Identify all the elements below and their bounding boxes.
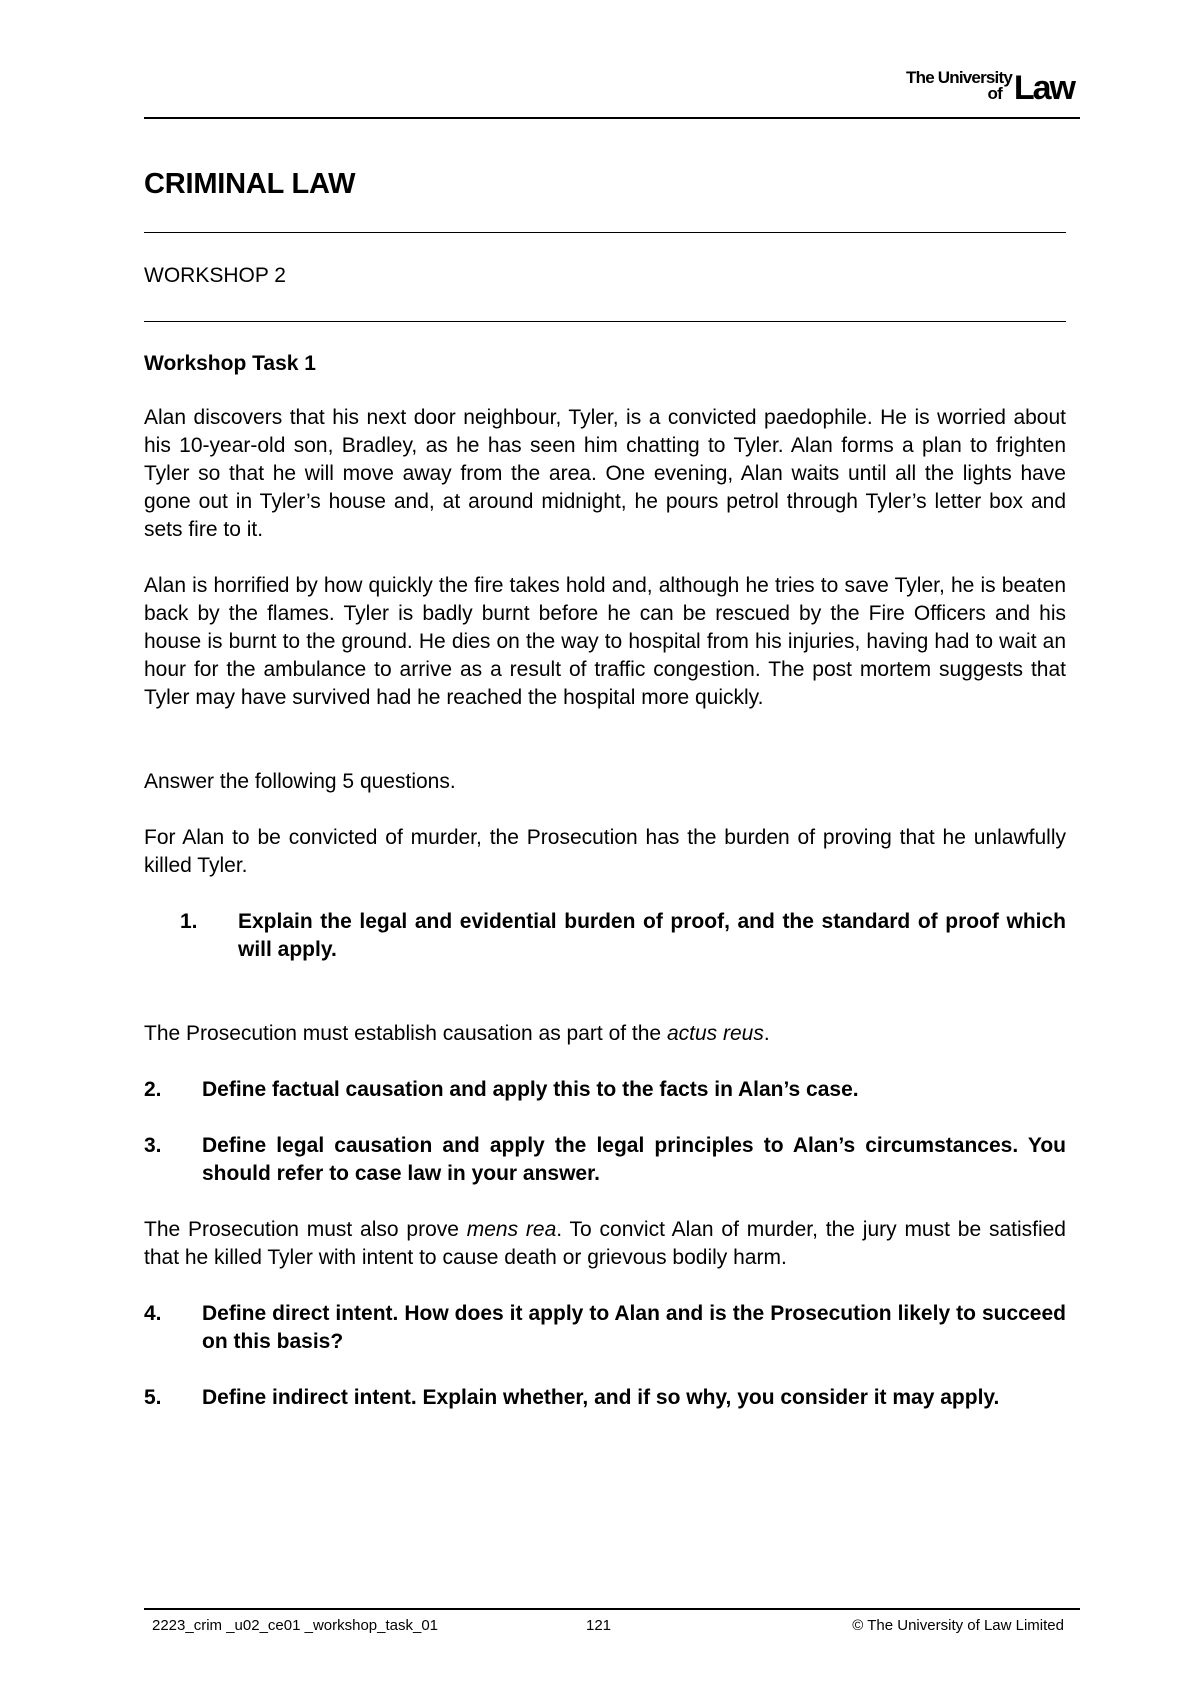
logo-line-3: Law — [1013, 69, 1074, 107]
causation-intro-paragraph: The Prosecution must establish causation as part of the actus reus. — [144, 1022, 770, 1045]
footer-page-number: 121 — [586, 1617, 612, 1634]
footer-rule — [144, 1608, 1080, 1610]
question-text: Define legal causation and apply the legal principles to Alan’s circumstances. You should refer to case law in your answer. — [202, 1134, 1066, 1185]
question-number: 5. — [144, 1386, 162, 1409]
footer-copyright: © The University of Law Limited — [852, 1617, 1064, 1634]
instructions-paragraph: Answer the following 5 questions. — [144, 770, 456, 793]
question-3 — [144, 1132, 1066, 1188]
question-number: 4. — [144, 1302, 162, 1325]
scenario-paragraph-2: Alan is horrified by how quickly the fire takes hold and, although he tries to save Tyler, he is beaten back by the flames. Tyler is badly burnt before he can be rescued by the Fire Officers and his house is burnt to the ground. He dies on the way to hospital from his injuries, having had to wait an hour for the ambulance to arrive as a result of traffic congestion. The post mortem suggests that Tyler may have survived had he reached the hospital more quickly. — [144, 574, 1066, 709]
logo-line-1: The University — [906, 68, 1012, 87]
burden-intro-paragraph: For Alan to be convicted of murder, the Prosecution has the burden of proving that he unlawfully killed Tyler. — [144, 826, 1066, 877]
page-title: CRIMINAL LAW — [144, 168, 356, 200]
question-number: 2. — [144, 1078, 162, 1101]
question-text: Define direct intent. How does it apply to Alan and is the Prosecution likely to succeed on this basis? — [202, 1302, 1066, 1353]
task-title: Workshop Task 1 — [144, 352, 316, 375]
question-2 — [144, 1076, 1066, 1104]
question-text: Define indirect intent. Explain whether, and if so why, you consider it may apply. — [202, 1386, 1000, 1409]
scenario-paragraph-1: Alan discovers that his next door neighbour, Tyler, is a convicted paedophile. He is worried about his 10-year-old son, Bradley, as he has seen him chatting to Tyler. Alan forms a plan to frighten Tyler so that he will move away from the area. One evening, Alan waits until all the lights have gone out in Tyler’s house and, at around midnight, he pours petrol through Tyler’s letter box and sets fire to it. — [144, 406, 1066, 541]
title-divider — [144, 232, 1066, 233]
mens-rea-term: mens rea — [466, 1218, 557, 1241]
question-5 — [144, 1384, 1066, 1412]
question-4 — [144, 1300, 1066, 1356]
question-text: Define factual causation and apply this to the facts in Alan’s case. — [202, 1078, 859, 1101]
question-text: Explain the legal and evidential burden of proof, and the standard of proof which will apply. — [238, 910, 1066, 961]
question-number: 3. — [144, 1134, 162, 1157]
university-of-law-logo — [862, 62, 1074, 108]
logo-line-2: of — [987, 84, 1002, 103]
workshop-divider — [144, 321, 1066, 322]
footer-doc-code: 2223_crim _u02_ce01 _workshop_task_01 — [152, 1617, 439, 1634]
actus-reus-term: actus reus — [666, 1022, 764, 1045]
question-number: 1. — [180, 910, 198, 933]
header-rule — [144, 117, 1080, 119]
mens-rea-intro-paragraph: The Prosecution must also prove mens rea. To convict Alan of murder, the jury must be satisfied that he killed Tyler with intent to cause death or grievous bodily harm. — [144, 1218, 1066, 1269]
workshop-label: WORKSHOP 2 — [144, 264, 286, 287]
question-1 — [144, 908, 1066, 964]
